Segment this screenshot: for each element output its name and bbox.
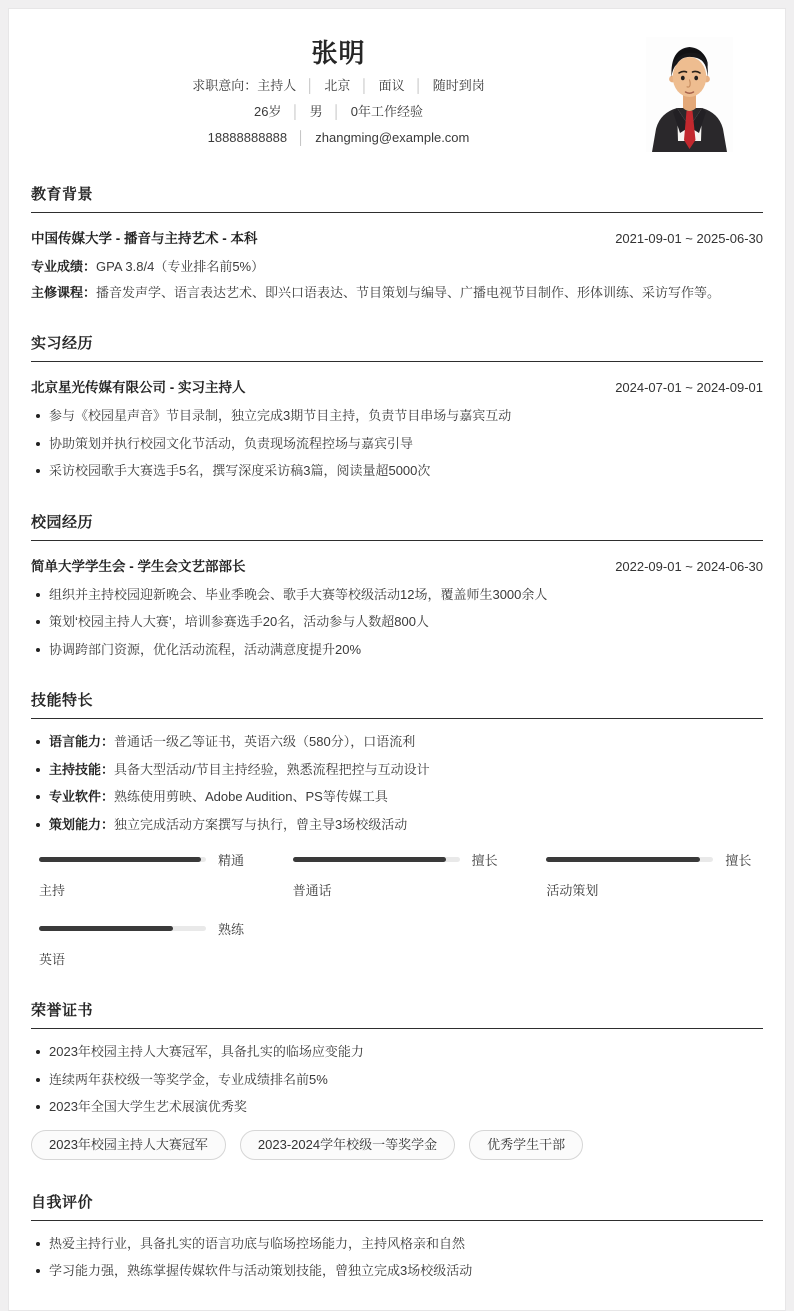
skill-name-label: 英语 [39,952,66,967]
skill-bar-track [39,857,206,862]
header-line-intention [31,76,646,95]
section-title-evaluation: 自我评价 [31,1191,763,1221]
header-line-contact [31,128,646,147]
separator-bar: │ [306,78,315,93]
list-item: 热爱主持行业，具备扎实的语言功底与临场控场能力，主持风格亲和自然 [31,1235,763,1253]
internship-entry-title: 北京星光传媒有限公司 - 实习主持人 [31,380,246,395]
list-item: 参与《校园星声音》节目录制，独立完成3期节目主持，负责节目串场与嘉宾互动 [31,407,763,425]
info-item: 0年工作经验 [350,104,423,119]
skill-level-label: 熟练 [218,922,245,937]
evaluation-bullet-list [31,1235,763,1280]
section-skills [31,689,763,968]
skill-item [293,850,502,899]
campus-entry-title: 简单大学学生会 - 学生会文艺部部长 [31,558,246,574]
honor-tag: 2023年校园主持人大赛冠军 [31,1130,226,1160]
list-item: 连续两年获校级一等奖学金，专业成绩排名前5% [31,1071,763,1089]
info-item: 26岁 [254,104,282,119]
item-label: 专业成绩： [31,259,97,274]
item-label: 策划能力： [49,816,115,832]
item-label: 主持技能： [49,761,115,777]
list-item: 采访校园歌手大赛选手5名，撰写深度采访稿3篇，阅读量超5000次 [31,462,763,480]
honor-tag: 2023-2024学年校级一等奖学金 [240,1130,455,1160]
info-item: zhangming@example.com [315,130,470,145]
separator-bar: │ [297,130,306,145]
skill-bar-row [39,919,248,938]
section-title-education: 教育背景 [31,183,763,213]
header-line-basic-info [31,102,646,121]
skill-level-label: 擅长 [471,853,498,868]
resume-header [31,9,763,152]
item-label: 主修课程： [31,285,97,300]
separator-bar: │ [332,104,341,119]
skill-bar-fill [546,857,700,862]
section-education [31,183,763,301]
section-honors [31,999,763,1160]
skill-item [546,850,755,899]
list-item: 专业软件：熟练使用剪映、Adobe Audition、PS等传媒工具 [31,788,763,806]
education-entry-title: 中国传媒大学 - 播音与主持艺术 - 本科 [31,231,258,246]
section-title-campus: 校园经历 [31,511,763,541]
info-item: 男 [309,104,323,119]
skill-bar-track [546,857,713,862]
item-label: 专业软件： [49,789,115,804]
skill-bar-fill [39,926,173,931]
separator-bar: │ [360,78,369,93]
list-item: 策划‘校园主持人大赛’，培训参赛选手20名，活动参与人数超800人 [31,613,763,631]
skill-bar-row [546,850,755,869]
skill-bar-fill [39,857,201,862]
skills-bullet-list [31,733,763,833]
skill-bars [31,850,763,968]
candidate-name: 张明 [311,38,366,68]
info-item: 主持人 [257,78,297,93]
section-title-honors: 荣誉证书 [31,999,763,1029]
section-campus [31,511,763,659]
list-item: 学习能力强，熟练掌握传媒软件与活动策划技能，曾独立完成3场校级活动 [31,1262,763,1280]
avatar-illustration [646,37,733,152]
skill-name-label: 主持 [39,883,66,898]
education-entry-date: 2021-09-01 ~ 2025-06-30 [615,231,763,246]
skill-item [39,919,248,968]
education-entry-head [31,227,763,247]
list-item: 专业成绩：GPA 3.8/4（专业排名前5%） [31,259,265,274]
skill-item [39,850,248,899]
honor-tag: 优秀学生干部 [469,1130,583,1160]
skill-bar-fill [293,857,447,862]
info-item: 随时到岗 [432,78,485,93]
list-item: 策划能力：独立完成活动方案撰写与执行，曾主导3场校级活动 [31,816,763,834]
list-item: 协调跨部门资源，优化活动流程，活动满意度提升20% [31,641,763,659]
list-item: 协助策划并执行校园文化节活动，负责现场流程控场与嘉宾引导 [31,435,763,453]
internship-entry-head [31,376,763,396]
section-title-skills: 技能特长 [31,689,763,719]
skill-level-label: 精通 [218,853,245,868]
info-item: 北京 [324,78,351,93]
honor-tags [31,1130,763,1160]
internship-bullet-list [31,407,763,480]
info-item: 面议 [378,78,405,93]
section-internship [31,332,763,480]
skill-level-label: 擅长 [725,853,752,868]
skill-bar-row [39,850,248,869]
list-item: 2023年全国大学生艺术展演优秀奖 [31,1098,763,1116]
separator-bar: │ [414,78,423,93]
profile-photo [646,37,733,152]
campus-entry-date: 2022-09-01 ~ 2024-06-30 [615,558,763,574]
education-detail-list [31,258,763,301]
resume-page [8,8,786,1311]
list-item: 组织并主持校园迎新晚会、毕业季晚会、歌手大赛等校级活动12场，覆盖师生3000余人 [31,586,763,604]
campus-bullet-list [31,586,763,659]
skill-name-label: 普通话 [292,883,332,898]
campus-entry-head [31,555,763,575]
section-title-internship: 实习经历 [31,332,763,362]
item-label: 语言能力： [49,734,115,749]
info-label: 求职意向： [192,78,258,93]
skill-bar-track [293,857,460,862]
list-item: 语言能力：普通话一级乙等证书，英语六级（580分），口语流利 [31,733,763,751]
section-evaluation [31,1191,763,1280]
separator-bar: │ [291,104,300,119]
header-text-block [31,33,646,152]
internship-entry-date: 2024-07-01 ~ 2024-09-01 [615,380,763,395]
list-item: 2023年校园主持人大赛冠军，具备扎实的临场应变能力 [31,1043,763,1061]
skill-bar-track [39,926,206,931]
honors-bullet-list [31,1043,763,1116]
list-item: 主修课程：播音发声学、语言表达艺术、即兴口语表达、节目策划与编导、广播电视节目制作、形体训练、采访写作等。 [31,285,721,300]
list-item: 主持技能：具备大型活动/节目主持经验，熟悉流程把控与互动设计 [31,761,763,779]
info-item: 18888888888 [207,130,288,145]
skill-bar-row [293,850,502,869]
skill-name-label: 活动策划 [546,883,599,898]
